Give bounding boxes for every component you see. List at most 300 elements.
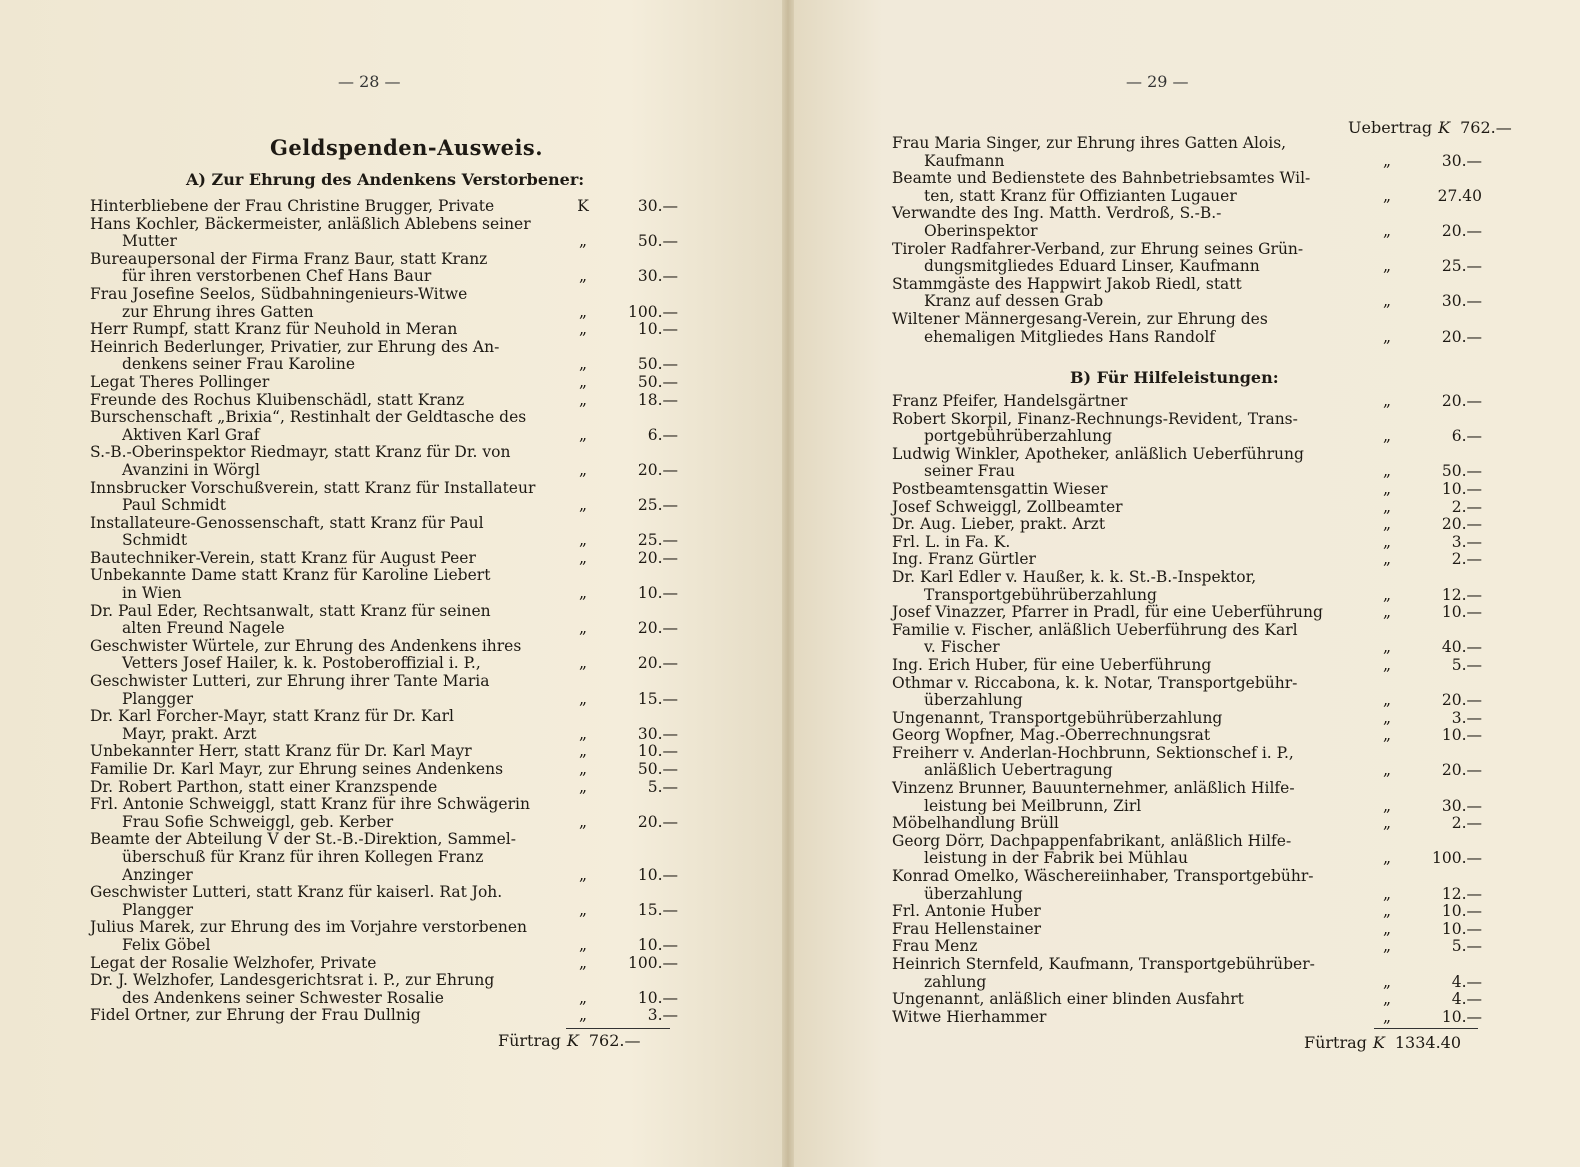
amount: 10.—: [1441, 919, 1482, 938]
donor-line: Kranz auf dessen Grab: [924, 292, 1104, 311]
amount: 15.—: [637, 689, 678, 708]
amount: 20.—: [1441, 392, 1482, 410]
amount: 12.—: [1441, 585, 1482, 604]
amount: 30.—: [1441, 151, 1482, 170]
donor-text: [90, 374, 560, 392]
ditto-mark: „: [578, 742, 588, 761]
amount: 5.—: [1451, 655, 1482, 674]
donation-entry: [892, 938, 1482, 956]
donor-text: [892, 833, 1362, 868]
donation-entry: [892, 241, 1482, 276]
sum-rule: [566, 1028, 670, 1029]
donation-entry: [892, 604, 1482, 622]
donor-line: Bautechniker-Verein, statt Kranz für August Peer: [90, 548, 476, 567]
ditto-mark: „: [1382, 427, 1392, 446]
donation-entry: [892, 569, 1482, 604]
ditto-mark: „: [578, 372, 588, 391]
amount: 4.—: [1451, 972, 1482, 991]
donor-text: [90, 339, 560, 374]
amount: 10.—: [637, 320, 678, 339]
donor-line: Wiltener Männergesang-Verein, zur Ehrung des: [892, 309, 1268, 328]
donor-line: dungsmitgliedes Eduard Linser, Kaufmann: [924, 257, 1260, 276]
ditto-mark: „: [1382, 257, 1392, 276]
carry-in-amount: 762.—: [1460, 118, 1512, 137]
amount: 30.—: [637, 197, 678, 215]
donor-line: Ungenannt, Transportgebührüberzahlung: [892, 708, 1223, 727]
donor-text: [90, 1007, 560, 1025]
entry-list-b: [892, 393, 1482, 1026]
right-page: [788, 0, 1580, 1167]
ditto-mark: „: [578, 496, 588, 515]
donation-entry: [892, 903, 1482, 921]
donation-entry: [892, 956, 1482, 991]
ditto-mark: „: [1382, 151, 1392, 170]
donation-entry: [892, 727, 1482, 745]
donor-line: Plangger: [122, 689, 194, 708]
ditto-mark: „: [578, 777, 588, 796]
donor-line: Beamte und Bedienstete des Bahnbetriebsamtes Wil-: [892, 169, 1311, 188]
ditto-mark: „: [1382, 392, 1392, 410]
ditto-mark: „: [578, 1006, 588, 1025]
amount: 20.—: [637, 548, 678, 567]
donation-entry: [90, 603, 678, 638]
donor-line: Unbekannter Herr, statt Kranz für Dr. Karl Mayr: [90, 742, 472, 761]
donor-line: Geschwister Lutteri, statt Kranz für kaiserl. Rat Joh.: [90, 883, 503, 902]
donor-text: [90, 831, 560, 884]
amount: 10.—: [637, 742, 678, 761]
donor-text: [90, 198, 560, 216]
donor-line: Hans Kochler, Bäckermeister, anläßlich Ablebens seiner: [90, 214, 531, 233]
amount: 20.—: [637, 812, 678, 831]
amount: 6.—: [647, 425, 678, 444]
amount: 2.—: [1451, 550, 1482, 569]
donation-entry: [90, 374, 678, 392]
ditto-mark: „: [578, 584, 588, 603]
donor-line: portgebührüberzahlung: [924, 427, 1113, 446]
donor-text: [90, 796, 560, 831]
ditto-mark: „: [578, 425, 588, 444]
donor-text: [892, 569, 1362, 604]
ditto-mark: „: [578, 654, 588, 673]
donor-line: Dr. Karl Edler v. Haußer, k. k. St.-B.-Inspektor,: [892, 567, 1257, 586]
donor-line: Herr Rumpf, statt Kranz für Neuhold in Meran: [90, 320, 458, 339]
ditto-mark: „: [1382, 585, 1392, 604]
currency-mark: K: [1372, 1033, 1385, 1052]
donor-line: alten Freund Nagele: [122, 619, 285, 638]
donor-line: Frl. L. in Fa. K.: [892, 532, 1011, 551]
amount: 5.—: [647, 777, 678, 796]
donor-text: [892, 991, 1362, 1009]
donor-line: Installateure-Genossenschaft, statt Kranz für Paul: [90, 513, 484, 532]
ditto-mark: „: [578, 953, 588, 972]
amount: 30.—: [1441, 796, 1482, 815]
amount: 30.—: [1441, 292, 1482, 311]
donation-entry: [90, 198, 678, 216]
ditto-mark: „: [1382, 691, 1392, 710]
carry-forward: [498, 1031, 641, 1050]
carry-label: Fürtrag: [1304, 1033, 1367, 1052]
donor-text: [90, 216, 560, 251]
ditto-mark: „: [1382, 292, 1392, 311]
donor-line: ehemaligen Mitgliedes Hans Randolf: [924, 327, 1216, 346]
donor-line: Beamte der Abteilung V der St.-B.-Direktion, Sammel-: [90, 830, 516, 849]
donation-entry: [892, 481, 1482, 499]
ditto-mark: „: [578, 460, 588, 479]
ditto-mark: „: [1382, 884, 1392, 903]
amount: 5.—: [1451, 937, 1482, 956]
donation-entry: [90, 673, 678, 708]
donation-entry: [892, 446, 1482, 481]
donation-entry: [892, 1009, 1482, 1027]
donation-entry: [892, 170, 1482, 205]
amount: 100.—: [1431, 849, 1482, 868]
donor-text: [90, 567, 560, 602]
donor-line: Schmidt: [122, 531, 188, 550]
donation-entry: [90, 444, 678, 479]
donor-line: Fidel Ortner, zur Ehrung der Frau Dullnig: [90, 1006, 421, 1025]
amount: 27.40: [1437, 186, 1482, 205]
entry-list-a: [892, 135, 1482, 346]
donor-line: leistung bei Meilbrunn, Zirl: [924, 796, 1142, 815]
donor-line: leistung in der Fabrik bei Mühlau: [924, 849, 1188, 868]
donor-line: Witwe Hierhammer: [892, 1007, 1047, 1026]
donor-text: [892, 727, 1362, 745]
donor-line: S.-B.-Oberinspektor Riedmayr, statt Kranz für Dr. von: [90, 443, 511, 462]
donor-line: Transportgebührüberzahlung: [924, 585, 1157, 604]
amount: 20.—: [637, 654, 678, 673]
amount: 15.—: [637, 900, 678, 919]
amount: 10.—: [1441, 1007, 1482, 1026]
ditto-mark: „: [578, 988, 588, 1007]
amount: 4.—: [1451, 990, 1482, 1009]
donor-line: zahlung: [924, 972, 987, 991]
donor-line: Dr. Paul Eder, Rechtsanwalt, statt Kranz für seinen: [90, 601, 491, 620]
donation-entry: [892, 516, 1482, 534]
donation-entry: [892, 311, 1482, 346]
donation-entry: [90, 796, 678, 831]
donor-line: Frl. Antonie Schweiggl, statt Kranz für ihre Schwägerin: [90, 795, 530, 814]
amount: 30.—: [637, 724, 678, 743]
page-title: Geldspenden-Ausweis.: [270, 135, 544, 160]
donor-line: Heinrich Sternfeld, Kaufmann, Transportgebührüber-: [892, 955, 1315, 973]
section-heading-a: A) Zur Ehrung des Andenkens Verstorbener:: [186, 170, 585, 189]
ditto-mark: „: [1382, 708, 1392, 727]
amount: 25.—: [637, 496, 678, 515]
donor-text: [90, 286, 560, 321]
donor-line: Postbeamtensgattin Wieser: [892, 479, 1108, 498]
ditto-mark: „: [1382, 990, 1392, 1009]
donor-line: Frl. Antonie Huber: [892, 902, 1041, 921]
carry-forward: [1304, 1033, 1461, 1052]
donor-text: [892, 135, 1362, 170]
donation-entry: [90, 321, 678, 339]
amount: 10.—: [1441, 603, 1482, 622]
donor-line: Oberinspektor: [924, 221, 1038, 240]
ditto-mark: „: [578, 900, 588, 919]
donor-line: Burschenschaft „Brixia“, Restinhalt der Geldtasche des: [90, 408, 527, 427]
carry-label: Fürtrag: [498, 1031, 561, 1050]
donor-line: seiner Frau: [924, 462, 1015, 481]
donor-line: Robert Skorpil, Finanz-Rechnungs-Revident, Trans-: [892, 409, 1298, 428]
donor-line: Freiherr v. Anderlan-Hochbrunn, Sektionschef i. P.,: [892, 743, 1294, 762]
amount: 10.—: [1441, 726, 1482, 745]
amount: 10.—: [637, 584, 678, 603]
donation-entry: [90, 567, 678, 602]
amount: 20.—: [1441, 327, 1482, 346]
amount: 20.—: [1441, 691, 1482, 710]
ditto-mark: K: [577, 197, 589, 215]
donor-line: Georg Wopfner, Mag.-Oberrechnungsrat: [892, 726, 1211, 745]
amount: 100.—: [627, 953, 678, 972]
ditto-mark: „: [578, 355, 588, 374]
amount: 10.—: [637, 935, 678, 954]
donation-entry: [892, 991, 1482, 1009]
donor-text: [892, 481, 1362, 499]
carry-amount: 1334.40: [1394, 1033, 1462, 1052]
donation-entry: [90, 638, 678, 673]
ditto-mark: „: [578, 390, 588, 409]
donor-text: [90, 603, 560, 638]
amount: 10.—: [637, 865, 678, 884]
ditto-mark: „: [1382, 849, 1392, 868]
donor-line: des Andenkens seiner Schwester Rosalie: [122, 988, 444, 1007]
ditto-mark: „: [578, 267, 588, 286]
donation-entry: [90, 251, 678, 286]
amount: 50.—: [637, 232, 678, 251]
ditto-mark: „: [578, 320, 588, 339]
donor-line: Ludwig Winkler, Apotheker, anläßlich Ueberführung: [892, 444, 1304, 463]
donor-line: für ihren verstorbenen Chef Hans Baur: [122, 267, 432, 286]
amount: 50.—: [637, 372, 678, 391]
amount: 10.—: [1441, 902, 1482, 921]
donor-text: [90, 919, 560, 954]
donation-entry: [892, 551, 1482, 569]
donor-line: Geschwister Würtele, zur Ehrung des Andenkens ihres: [90, 636, 522, 655]
ditto-mark: „: [578, 935, 588, 954]
donor-text: [892, 921, 1362, 939]
ditto-mark: „: [578, 812, 588, 831]
donor-line: Othmar v. Riccabona, k. k. Notar, Transportgebühr-: [892, 673, 1298, 692]
donor-text: [90, 550, 560, 568]
donation-entry: [90, 708, 678, 743]
ditto-mark: „: [1382, 902, 1392, 921]
page-number: — 28 —: [338, 72, 401, 91]
section-heading-b: B) Für Hilfeleistungen:: [1070, 368, 1279, 387]
donor-text: [90, 251, 560, 286]
donation-entry: [892, 135, 1482, 170]
donation-entry: [90, 550, 678, 568]
amount: 50.—: [1441, 462, 1482, 481]
amount: 3.—: [1451, 532, 1482, 551]
entry-list: [90, 198, 678, 1025]
amount: 20.—: [637, 460, 678, 479]
donor-line: überschuß für Kranz für ihren Kollegen Franz: [122, 847, 484, 866]
amount: 20.—: [1441, 221, 1482, 240]
donation-entry: [892, 710, 1482, 728]
donor-line: Frau Josefine Seelos, Südbahningenieurs-Witwe: [90, 284, 468, 303]
donor-text: [90, 779, 560, 797]
ditto-mark: „: [1382, 497, 1392, 516]
donor-text: [892, 710, 1362, 728]
donor-text: [90, 392, 560, 410]
donor-line: Dr. J. Welzhofer, Landesgerichtsrat i. P., zur Ehrung: [90, 971, 495, 990]
donor-line: denkens seiner Frau Karoline: [122, 355, 356, 374]
ditto-mark: „: [1382, 919, 1392, 938]
amount: 20.—: [1441, 761, 1482, 780]
donor-text: [892, 311, 1362, 346]
book-gutter: [782, 0, 794, 1167]
ditto-mark: „: [1382, 550, 1392, 569]
donation-entry: [90, 480, 678, 515]
left-page: [0, 0, 788, 1167]
sum-rule: [1374, 1028, 1478, 1029]
donor-line: Familie v. Fischer, anläßlich Ueberführung des Karl: [892, 620, 1298, 639]
donation-entry: [90, 955, 678, 973]
ditto-mark: „: [1382, 532, 1392, 551]
ditto-mark: „: [1382, 186, 1392, 205]
donation-entry: [90, 884, 678, 919]
donor-line: Unbekannte Dame statt Kranz für Karoline Liebert: [90, 566, 491, 585]
donor-line: Ing. Erich Huber, für eine Ueberführung: [892, 655, 1212, 674]
donor-line: Innsbrucker Vorschußverein, statt Kranz für Installateur: [90, 478, 536, 497]
donor-line: Vinzenz Brunner, Bauunternehmer, anläßlich Hilfe-: [892, 779, 1295, 798]
ditto-mark: „: [1382, 761, 1392, 780]
amount: 40.—: [1441, 638, 1482, 657]
donor-line: Georg Dörr, Dachpappenfabrikant, anläßlich Hilfe-: [892, 831, 1292, 850]
carry-amount: 762.—: [588, 1031, 641, 1050]
donor-line: Mutter: [122, 232, 177, 251]
ditto-mark: „: [578, 865, 588, 884]
donation-entry: [892, 411, 1482, 446]
donor-text: [892, 956, 1362, 991]
ditto-mark: „: [578, 302, 588, 321]
donor-line: Frau Hellenstainer: [892, 919, 1042, 938]
ditto-mark: „: [578, 531, 588, 550]
ditto-mark: „: [1382, 479, 1392, 498]
amount: 18.—: [637, 390, 678, 409]
donor-text: [892, 745, 1362, 780]
donor-line: v. Fischer: [924, 638, 1000, 657]
donor-text: [892, 815, 1362, 833]
donor-line: Frau Menz: [892, 937, 978, 956]
donation-entry: [892, 675, 1482, 710]
donor-text: [892, 1009, 1362, 1027]
donor-text: [892, 868, 1362, 903]
donation-entry: [892, 745, 1482, 780]
donation-entry: [892, 868, 1482, 903]
donor-text: [892, 938, 1362, 956]
donor-line: Kaufmann: [924, 151, 1005, 170]
donation-entry: [90, 1007, 678, 1025]
donor-line: Möbelhandlung Brüll: [892, 814, 1059, 833]
ditto-mark: „: [1382, 462, 1392, 481]
amount: 25.—: [1441, 257, 1482, 276]
donation-entry: [90, 339, 678, 374]
donor-line: in Wien: [122, 584, 182, 603]
donor-line: Bureaupersonal der Firma Franz Baur, statt Kranz: [90, 249, 488, 268]
donor-line: Vetters Josef Hailer, k. k. Postoberoffizial i. P.,: [122, 654, 481, 673]
donation-entry: [90, 919, 678, 954]
amount: 20.—: [1441, 515, 1482, 534]
donor-text: [892, 551, 1362, 569]
currency-mark: K: [566, 1031, 579, 1050]
donor-text: [90, 708, 560, 743]
donor-text: [90, 321, 560, 339]
amount: 50.—: [637, 760, 678, 778]
amount: 3.—: [647, 1006, 678, 1025]
donor-line: überzahlung: [924, 691, 1023, 710]
donor-line: Ungenannt, anläßlich einer blinden Ausfahrt: [892, 990, 1244, 1009]
ditto-mark: „: [1382, 937, 1392, 956]
ditto-mark: „: [578, 548, 588, 567]
donor-text: [892, 903, 1362, 921]
ditto-mark: „: [578, 760, 588, 778]
donation-entry: [90, 831, 678, 884]
donation-entry: [90, 392, 678, 410]
donor-line: Felix Göbel: [122, 935, 211, 954]
amount: 2.—: [1451, 497, 1482, 516]
amount: 10.—: [637, 988, 678, 1007]
donor-line: Anzinger: [122, 865, 193, 884]
donor-text: [892, 604, 1362, 622]
amount: 10.—: [1441, 479, 1482, 498]
donation-entry: [892, 276, 1482, 311]
donor-text: [892, 241, 1362, 276]
donor-line: Julius Marek, zur Ehrung des im Vorjahre verstorbenen: [90, 918, 528, 937]
ditto-mark: „: [1382, 327, 1392, 346]
donation-entry: [90, 779, 678, 797]
ditto-mark: „: [1382, 796, 1392, 815]
donation-entry: [90, 286, 678, 321]
donation-entry: [892, 815, 1482, 833]
donor-text: [90, 638, 560, 673]
donor-text: [892, 499, 1362, 517]
donor-line: Geschwister Lutteri, zur Ehrung ihrer Tante Maria: [90, 672, 490, 691]
ditto-mark: „: [1382, 726, 1392, 745]
ditto-mark: „: [1382, 972, 1392, 991]
ditto-mark: „: [578, 689, 588, 708]
amount: 30.—: [637, 267, 678, 286]
donor-text: [892, 516, 1362, 534]
ditto-mark: „: [578, 724, 588, 743]
donation-entry: [90, 515, 678, 550]
donation-entry: [892, 921, 1482, 939]
amount: 2.—: [1451, 814, 1482, 833]
donor-line: Dr. Karl Forcher-Mayr, statt Kranz für Dr. Karl: [90, 707, 455, 726]
donor-line: Josef Vinazzer, Pfarrer in Pradl, für eine Ueberführung: [892, 603, 1323, 622]
ditto-mark: „: [1382, 221, 1392, 240]
donation-entry: [892, 657, 1482, 675]
currency-mark: K: [1438, 118, 1451, 137]
donor-text: [90, 515, 560, 550]
donation-entry: [892, 534, 1482, 552]
donor-line: Aktiven Karl Graf: [122, 425, 260, 444]
donor-line: überzahlung: [924, 884, 1023, 903]
amount: 6.—: [1451, 427, 1482, 446]
donor-text: [892, 675, 1362, 710]
donor-text: [892, 446, 1362, 481]
donation-entry: [892, 205, 1482, 240]
donation-entry: [90, 761, 678, 779]
donation-entry: [892, 499, 1482, 517]
donor-text: [90, 673, 560, 708]
donor-line: Dr. Aug. Lieber, prakt. Arzt: [892, 515, 1106, 534]
donor-line: Heinrich Bederlunger, Privatier, zur Ehrung des An-: [90, 337, 500, 356]
donor-line: Avanzini in Wörgl: [122, 460, 260, 479]
donor-text: [892, 622, 1362, 657]
donation-entry: [90, 972, 678, 1007]
donor-line: Hinterbliebene der Frau Christine Brugger, Private: [90, 197, 495, 215]
